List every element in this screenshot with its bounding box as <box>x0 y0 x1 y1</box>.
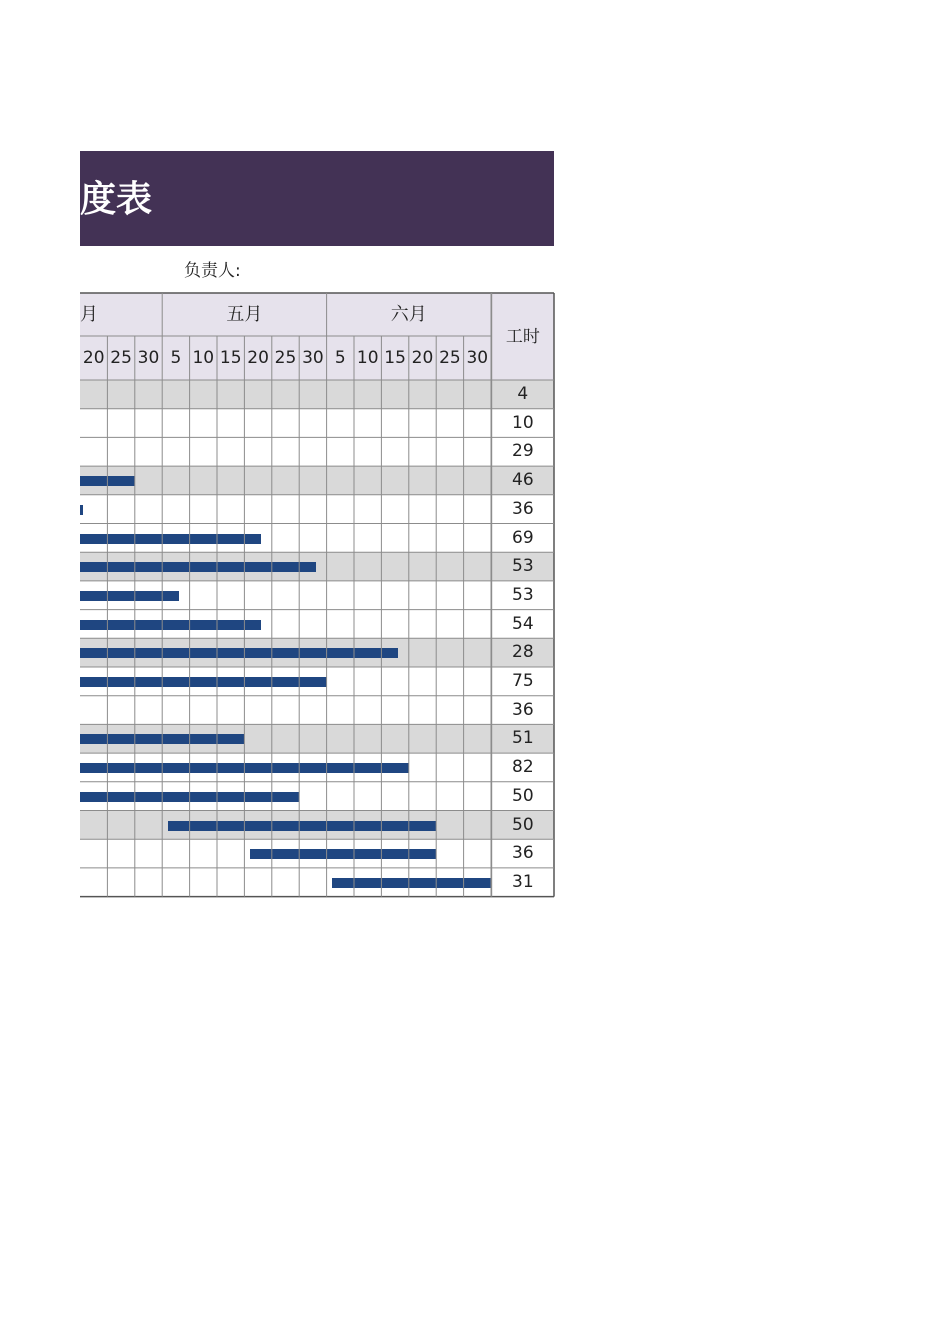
day-header: 30 <box>302 348 324 368</box>
owner-label: 负责人: <box>184 261 241 281</box>
day-header: 15 <box>219 348 242 368</box>
day-header: 5 <box>170 348 182 368</box>
hours-cell: 28 <box>512 642 534 663</box>
hours-cell: 75 <box>512 671 534 691</box>
hours-cell: 46 <box>512 470 534 491</box>
hours-cell: 50 <box>512 814 534 835</box>
day-header: 15 <box>384 348 406 368</box>
hours-cell: 69 <box>512 527 534 548</box>
day-header: 10 <box>192 348 215 368</box>
hours-cell: 53 <box>512 584 534 605</box>
hours-cell: 36 <box>512 843 534 864</box>
day-header: 30 <box>137 348 160 368</box>
day-header: 25 <box>274 348 297 368</box>
day-header: 20 <box>82 348 105 368</box>
hours-cell: 36 <box>512 699 534 720</box>
month-header: 月 <box>80 304 98 325</box>
day-header: 20 <box>411 348 434 368</box>
hours-cell: 10 <box>512 412 534 433</box>
month-header: 六月 <box>390 304 427 325</box>
day-header: 20 <box>247 348 269 368</box>
hours-cell: 54 <box>512 613 534 634</box>
month-header: 五月 <box>226 304 263 325</box>
page-title: 度表 <box>80 179 153 220</box>
hours-cell: 4 <box>517 384 529 404</box>
hours-cell: 50 <box>512 785 534 806</box>
day-header: 5 <box>334 348 346 368</box>
day-header: 30 <box>466 348 489 368</box>
day-header: 25 <box>439 348 461 368</box>
hours-cell: 36 <box>512 498 534 519</box>
hours-cell: 51 <box>512 728 534 749</box>
hours-cell: 29 <box>512 441 534 462</box>
hours-cell: 53 <box>512 556 534 577</box>
hours-cell: 31 <box>512 871 534 892</box>
day-header: 25 <box>110 348 132 368</box>
hours-cell: 82 <box>512 757 534 778</box>
hours-header: 工时 <box>505 327 540 347</box>
day-header: 10 <box>356 348 379 368</box>
